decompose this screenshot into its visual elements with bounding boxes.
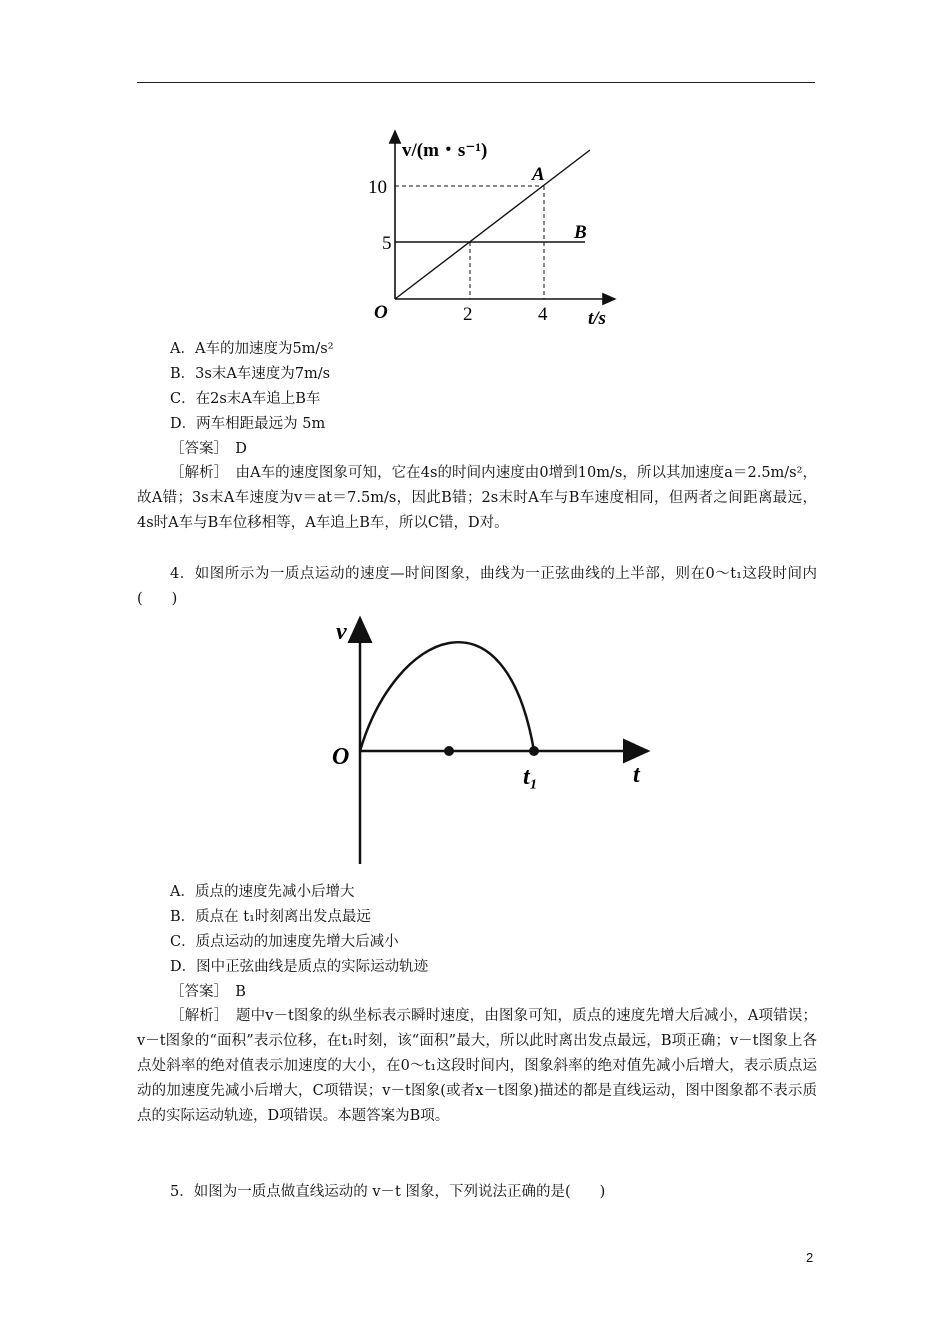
q4-option-b: B．质点在 t₁时刻离出发点最远 — [170, 909, 371, 925]
vt-graph-sine — [320, 612, 660, 867]
x-tick-4: 4 — [538, 304, 548, 325]
origin-label: O — [374, 302, 388, 323]
y-tick-10: 10 — [368, 177, 387, 198]
q4-option-c: C．质点运动的加速度先增大后减小 — [170, 934, 399, 950]
q3-answer: ［答案］ D — [170, 441, 247, 457]
q3-option-a: A．A车的加速度为5m/s² — [170, 341, 334, 357]
y-axis-label: v/(m・s⁻¹) — [402, 140, 488, 161]
q3-option-d: D．两车相距最远为 5m — [170, 416, 326, 432]
q4-stem: 4．如图所示为一质点运动的速度—时间图象，曲线为一正弦曲线的上半部，则在0～t₁这段时间内( ) — [137, 566, 817, 607]
q3-option-b: B．3s末A车速度为7m/s — [170, 366, 331, 382]
line-a — [395, 150, 590, 299]
q3-option-c: C．在2s末A车追上B车 — [170, 391, 321, 407]
q4-answer: ［答案］ B — [170, 984, 246, 1000]
vt-graph-cars — [360, 125, 630, 330]
x-tick-2: 2 — [463, 304, 473, 325]
label-a: A — [532, 164, 545, 185]
x-axis-label: t — [633, 762, 640, 788]
x-axis-label: t/s — [588, 308, 606, 329]
mid-point — [444, 746, 454, 756]
q3-analysis: ［解析］ 由A车的速度图象可知，它在4s的时间内速度由0增到10m/s，所以其加速度a＝2.5m/s²，故A错；3s末A车速度为v＝at＝7.5m/s，因此B错；2s末时A车与B车速度相同，但两者之间距离最远，4s时A车与B车位移相等，A车追上B车，所以C错，D对。 — [137, 465, 817, 531]
origin-label: O — [332, 744, 350, 770]
sine-curve — [360, 642, 534, 751]
y-axis-label: v — [336, 619, 347, 645]
label-b: B — [574, 222, 587, 243]
y-tick-5: 5 — [382, 233, 392, 254]
t1-point — [529, 746, 539, 756]
page-number: 2 — [806, 1250, 814, 1265]
t1-label: t₁ — [523, 764, 539, 790]
q4-option-d: D．图中正弦曲线是质点的实际运动轨迹 — [170, 959, 429, 975]
header-rule — [137, 82, 815, 83]
q4-option-a: A．质点的速度先减小后增大 — [170, 884, 355, 900]
q5-stem: 5．如图为一质点做直线运动的 v－t 图象，下列说法正确的是( ) — [170, 1184, 606, 1200]
q4-analysis: ［解析］ 题中v－t图象的纵坐标表示瞬时速度，由图象可知，质点的速度先增大后减小，A项错误；v－t图象的“面积”表示位移，在t₁时刻，该“面积”最大，所以此时离出发点最远，B项正确；v－t图象上各点处斜率的绝对值表示加速度的大小，在0～t₁这段时间内，图象斜率的绝对值先减小后增大，表示质点运动的加速度先减小后增大，C项错误；v－t图象(或者x－t图象)描述的都是直线运动，图中图象都不表示质点的实际运动轨迹，D项错误。本题答案为B项。 — [137, 1008, 817, 1124]
